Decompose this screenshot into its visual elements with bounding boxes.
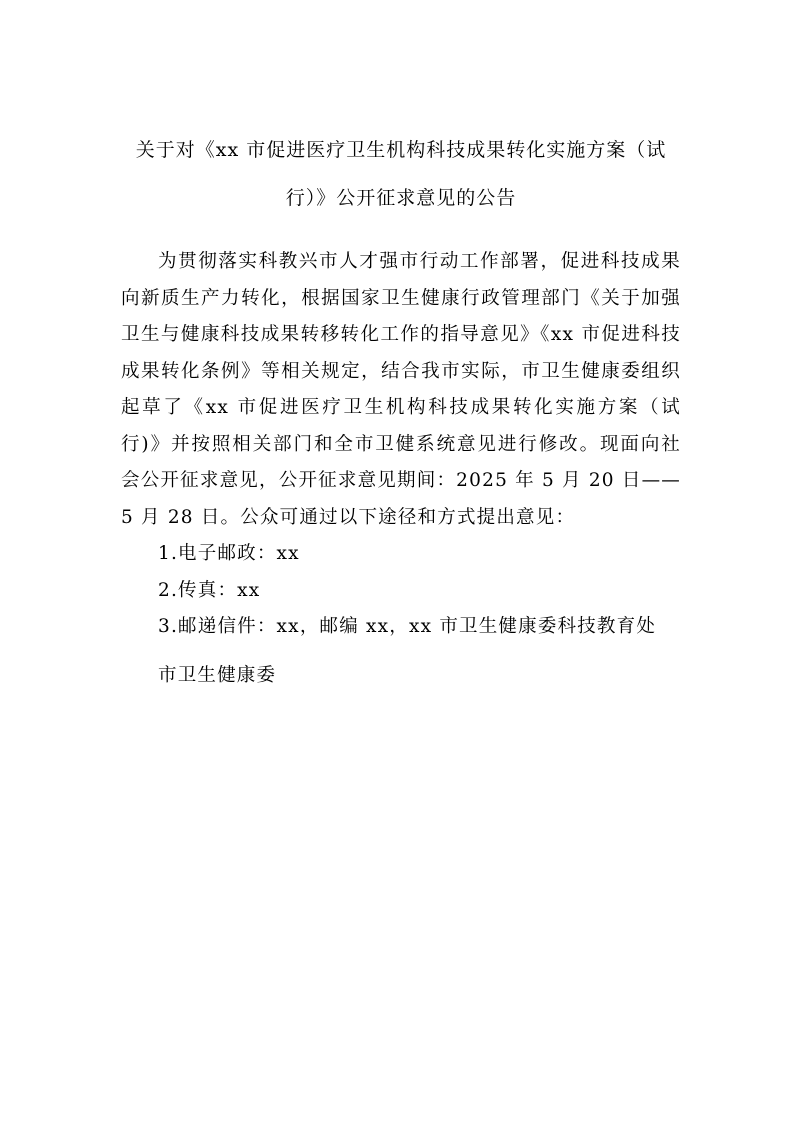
- body-paragraph: 为贯彻落实科教兴市人才强市行动工作部署，促进科技成果向新质生产力转化，根据国家卫生健康行政管理部门《关于加强卫生与健康科技成果转移转化工作的指导意见》《xx 市促进科技成果转化条例》等相关规定，结合我市实际，市卫生健康委组织起草了《xx 市促进医疗卫生机构科技成果转化实施方案（试行)》并按照相关部门和全市卫健系统意见进行修改。现面向社会公开征求意见，公开征求意见期间：2025 年 5 月 20 日——5 月 28 日。公众可通过以下途径和方式提出意见：: [121, 251, 681, 528]
- contact-item-email: 1.电子邮政：xx: [158, 543, 300, 564]
- document-body: [121, 244, 681, 694]
- contact-item-fax: 2.传真：xx: [158, 579, 261, 601]
- document-title: 关于对《xx 市促进医疗卫生机构科技成果转化实施方案（试行）》公开征求意见的公告: [135, 139, 667, 209]
- signature: 市卫生健康委: [158, 664, 277, 686]
- contact-item-mail: 3.邮递信件：xx，邮编 xx，xx 市卫生健康委科技教育处: [158, 616, 657, 637]
